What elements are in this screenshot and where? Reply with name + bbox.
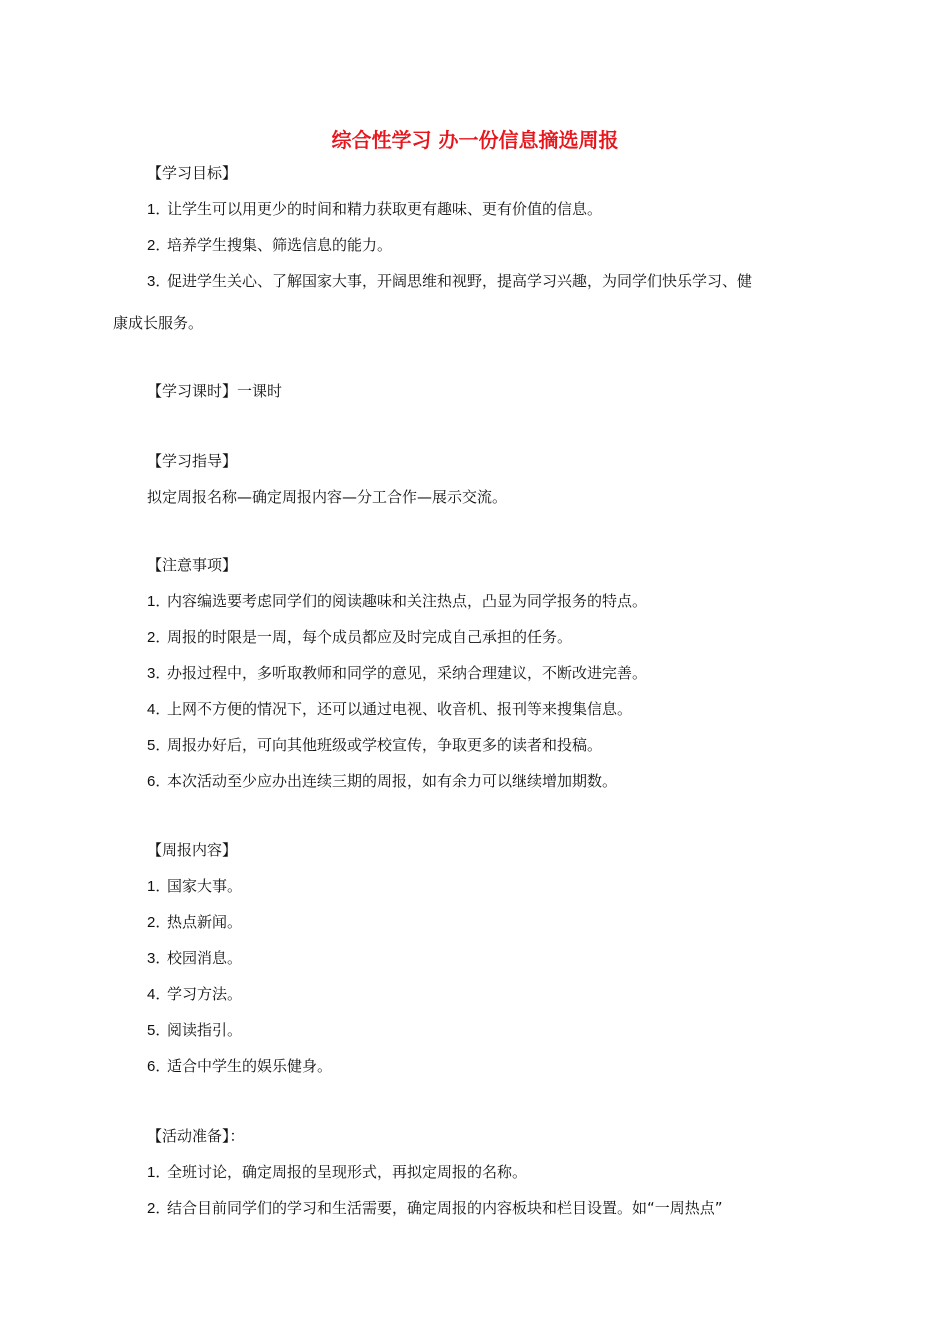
- item-number: 3．: [147, 665, 171, 682]
- item-number: 5．: [147, 737, 171, 754]
- goal-item-continuation: 康成长服务。: [113, 314, 204, 332]
- item-number: 2．: [147, 629, 171, 646]
- item-text: 办报过程中，多听取教师和同学的意见，采纳合理建议，不断改进完善。: [167, 664, 648, 682]
- item-number: 2．: [147, 237, 171, 254]
- item-number: 2．: [147, 1200, 171, 1217]
- item-text: 国家大事。: [167, 877, 243, 895]
- section-heading-hours: 【学习课时】: [147, 382, 238, 400]
- section-heading-prep: 【活动准备】：: [147, 1127, 245, 1145]
- item-text: 全班讨论，确定周报的呈现形式，再拟定周报的名称。: [167, 1163, 528, 1181]
- content-item: [147, 1056, 332, 1077]
- note-item: [147, 699, 632, 720]
- item-number: 3．: [147, 273, 171, 290]
- goal-item: [147, 199, 602, 220]
- content-item: [147, 948, 242, 969]
- item-text: 适合中学生的娱乐健身。: [167, 1057, 333, 1075]
- item-number: 1．: [147, 593, 171, 610]
- item-text: 培养学生搜集、筛选信息的能力。: [167, 236, 393, 254]
- item-text: 周报办好后，可向其他班级或学校宣传，争取更多的读者和投稿。: [167, 736, 603, 754]
- content-item: [147, 912, 242, 933]
- prep-item: [147, 1198, 723, 1219]
- item-number: 6．: [147, 773, 171, 790]
- item-text: 阅读指引。: [167, 1021, 243, 1039]
- content-item: [147, 1020, 242, 1041]
- section-heading-guide: 【学习指导】: [147, 452, 238, 470]
- item-number: 1．: [147, 201, 171, 218]
- note-item: [147, 771, 617, 792]
- item-number: 1．: [147, 1164, 171, 1181]
- note-item: [147, 627, 572, 648]
- item-text: 学习方法。: [167, 985, 243, 1003]
- item-number: 2．: [147, 914, 171, 931]
- item-number: 4．: [147, 701, 171, 718]
- item-text: 周报的时限是一周，每个成员都应及时完成自己承担的任务。: [167, 628, 573, 646]
- item-text: 让学生可以用更少的时间和精力获取更有趣味、更有价值的信息。: [167, 200, 603, 218]
- note-item: [147, 591, 647, 612]
- note-item: [147, 735, 602, 756]
- content-item: [147, 984, 242, 1005]
- goal-item: [147, 235, 392, 256]
- item-text: 结合目前同学们的学习和生活需要，确定周报的内容板块和栏目设置。如“一周热点”: [167, 1199, 723, 1217]
- item-text: 内容编选要考虑同学们的阅读趣味和关注热点，凸显为同学报务的特点。: [167, 592, 648, 610]
- item-text: 上网不方便的情况下，还可以通过电视、收音机、报刊等来搜集信息。: [167, 700, 633, 718]
- section-heading-content: 【周报内容】: [147, 841, 238, 859]
- item-number: 4．: [147, 986, 171, 1003]
- guide-text: 拟定周报名称—确定周报内容—分工合作—展示交流。: [147, 488, 508, 506]
- item-number: 6．: [147, 1058, 171, 1075]
- item-text: 促进学生关心、了解国家大事，开阔思维和视野，提高学习兴趣，为同学们快乐学习、健: [167, 272, 753, 290]
- item-number: 1．: [147, 878, 171, 895]
- note-item: [147, 663, 647, 684]
- item-text: 本次活动至少应办出连续三期的周报，如有余力可以继续增加期数。: [167, 772, 618, 790]
- hours-line: [147, 381, 282, 401]
- item-number: 3．: [147, 950, 171, 967]
- item-text: 热点新闻。: [167, 913, 243, 931]
- hours-value: 一课时: [237, 382, 283, 400]
- item-text: 校园消息。: [167, 949, 243, 967]
- goal-item: [147, 271, 752, 292]
- section-heading-goals: 【学习目标】: [147, 164, 238, 182]
- content-item: [147, 876, 242, 897]
- document-title: 综合性学习 办一份信息摘选周报: [331, 128, 619, 152]
- item-number: 5．: [147, 1022, 171, 1039]
- section-heading-notes: 【注意事项】: [147, 556, 238, 574]
- prep-item: [147, 1162, 527, 1183]
